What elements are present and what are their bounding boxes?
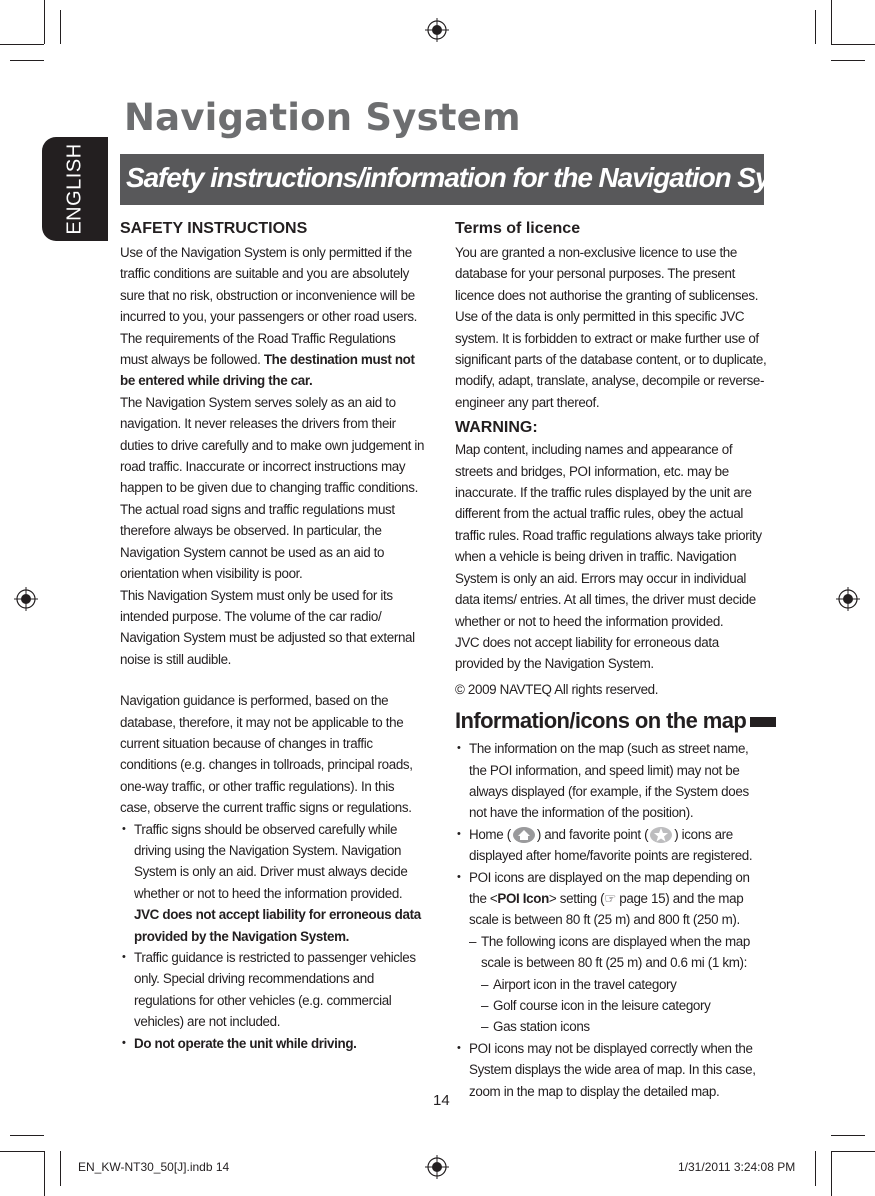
guidance-paragraph: Navigation guidance is performed, based on the database, therefore, it may not be applicable to the current situation because of changes in traffic conditions (e.g. changes in tollroads, principal roads, one-way traffic, or other traffic regulations). In this case, observe the current traffic signs or regulations. <box>120 693 413 816</box>
heading-marker <box>750 717 776 727</box>
crop-mark <box>831 1151 832 1196</box>
safety-heading: SAFETY INSTRUCTIONS <box>120 220 308 237</box>
favorite-point-icon <box>649 826 673 844</box>
crop-mark <box>60 10 61 44</box>
crop-mark <box>10 1135 44 1136</box>
list-item <box>455 867 767 1038</box>
left-column <box>120 218 426 1054</box>
crop-mark <box>831 1135 865 1136</box>
terms-heading: Terms of licence <box>455 220 581 237</box>
list-item-emphasis: JVC does not accept liability for erroneous data provided by the Navigation System. <box>134 907 421 944</box>
page-title: Navigation System <box>124 96 521 139</box>
list-item: • POI icons may not be displayed correctly when the System displays the wide area of map. In this case, zoom in the map to display the detailed map. <box>455 1038 767 1102</box>
terms-paragraph: You are granted a non-exclusive licence to use the database for your personal purposes. The present licence does not authorise the granting of sublicenses. Use of the data is only permitted in this specific JVC system. It is forbidden to extract or make further use of significant parts of the database content, or to duplicate, modify, adapt, translate, analyse, decompile or reverse-engineer any part thereof. <box>455 245 767 410</box>
list-item <box>455 824 767 867</box>
list-item: • Traffic guidance is restricted to passenger vehicles only. Special driving recommendations and regulations for other vehicles (e.g. commercial vehicles) are not included. <box>120 947 426 1033</box>
list-item-text: ) icons are displayed after home/favorite points are registered. <box>469 826 753 864</box>
crop-mark <box>831 0 832 44</box>
crop-mark <box>0 1151 44 1152</box>
language-tab <box>42 137 108 241</box>
list-item-text: POI icons are displayed on the map depending on the < <box>469 869 750 906</box>
info-heading <box>455 708 767 734</box>
language-tab-label: ENGLISH <box>63 143 86 235</box>
crop-mark <box>831 1151 875 1152</box>
crop-mark <box>815 10 816 44</box>
page-number: 14 <box>433 1092 450 1109</box>
right-column <box>455 218 767 1102</box>
info-list <box>455 738 767 1102</box>
warning-heading: WARNING: <box>455 419 538 437</box>
purpose-paragraph: This Navigation System must only be used for its intended purpose. The volume of the car radio/ Navigation System must be adjusted so that external noise is still audible. <box>120 587 415 667</box>
safety-paragraph <box>120 242 426 392</box>
home-icon <box>512 826 536 844</box>
copyright: © 2009 NAVTEQ All rights reserved. <box>455 681 659 697</box>
slug-filename: EN_KW-NT30_50[J].indb 14 <box>78 1160 230 1174</box>
safety-emphasis: The destination must not be entered while driving the car. <box>120 352 415 389</box>
poi-icon-setting: POI Icon <box>497 890 549 906</box>
list-item-text: Home ( <box>469 826 511 842</box>
warning-paragraph-2: JVC does not accept liability for erroneous data provided by the Navigation System. <box>455 634 719 672</box>
crop-mark <box>0 44 44 45</box>
crop-mark <box>831 60 865 61</box>
safety-list <box>120 819 426 1054</box>
registration-mark-icon <box>425 18 449 42</box>
info-heading-text: Information/icons on the map <box>455 708 747 734</box>
list-item <box>120 819 426 947</box>
crop-mark <box>44 0 45 44</box>
registration-mark-icon <box>14 587 38 611</box>
sub-item: – The following icons are displayed when the map scale is between 80 ft (25 m) and 0.6 mi (1 km): <box>469 931 767 974</box>
list-item: • Do not operate the unit while driving. <box>120 1033 426 1054</box>
registration-mark-icon <box>425 1155 449 1179</box>
list-item-text: ) and favorite point ( <box>536 826 649 842</box>
crop-mark <box>831 44 875 45</box>
list-item: • The information on the map (such as street name, the POI information, and speed limit) may not be always displayed (for example, if the System does not have the information of the position). <box>455 738 767 824</box>
list-item-text: Traffic signs should be observed carefully while driving using the Navigation System. Navigation System is only an aid. Driver must always decide whether or not to heed the information provided. <box>134 821 408 901</box>
sub-sub-item: – Airport icon in the travel category <box>481 974 767 995</box>
crop-mark <box>10 60 44 61</box>
list-item-text: > setting (☞ page 15) and the map scale is between 80 ft (25 m) and 800 ft (250 m). <box>469 890 744 928</box>
section-title: Safety instructions/information for the Navigation System <box>126 162 831 193</box>
registration-mark-icon <box>836 587 860 611</box>
safety-text: Use of the Navigation System is only permitted if the traffic conditions are suitable and you are absolutely sure that no risk, obstruction or inconvenience will be incurred to you, your passengers or other road users. The requirements of the Road Traffic Regulations must always be followed. <box>120 245 418 368</box>
section-title-bar <box>120 154 831 205</box>
aid-paragraph: The Navigation System serves solely as an aid to navigation. It never releases the drivers from their duties to drive carefully and to make own judgement in road traffic. Inaccurate or incorrect instructions may happen to be given due to changing traffic conditions. The actual road signs and traffic regulations must therefore always be observed. In particular, the Navigation System cannot be used as an aid to orientation when visibility is poor. <box>120 394 425 582</box>
sub-sub-item: – Gas station icons <box>481 1016 767 1037</box>
sub-sub-item: – Golf course icon in the leisure category <box>481 995 767 1016</box>
warning-paragraph: Map content, including names and appearance of streets and bridges, POI information, etc. may be inaccurate. If the traffic rules displayed by the unit are different from the actual traffic rules, obey the actual traffic rules. Road traffic regulations always take priority when a vehicle is being driven in traffic. Navigation System is only an aid. Errors may occur in individual data items/ entries. At all times, the driver must decide whether or not to heed the information provided. <box>455 442 762 629</box>
crop-mark <box>60 1151 61 1186</box>
slug-timestamp: 1/31/2011 3:24:08 PM <box>678 1160 796 1174</box>
crop-mark <box>44 1151 45 1196</box>
crop-mark <box>815 1151 816 1186</box>
